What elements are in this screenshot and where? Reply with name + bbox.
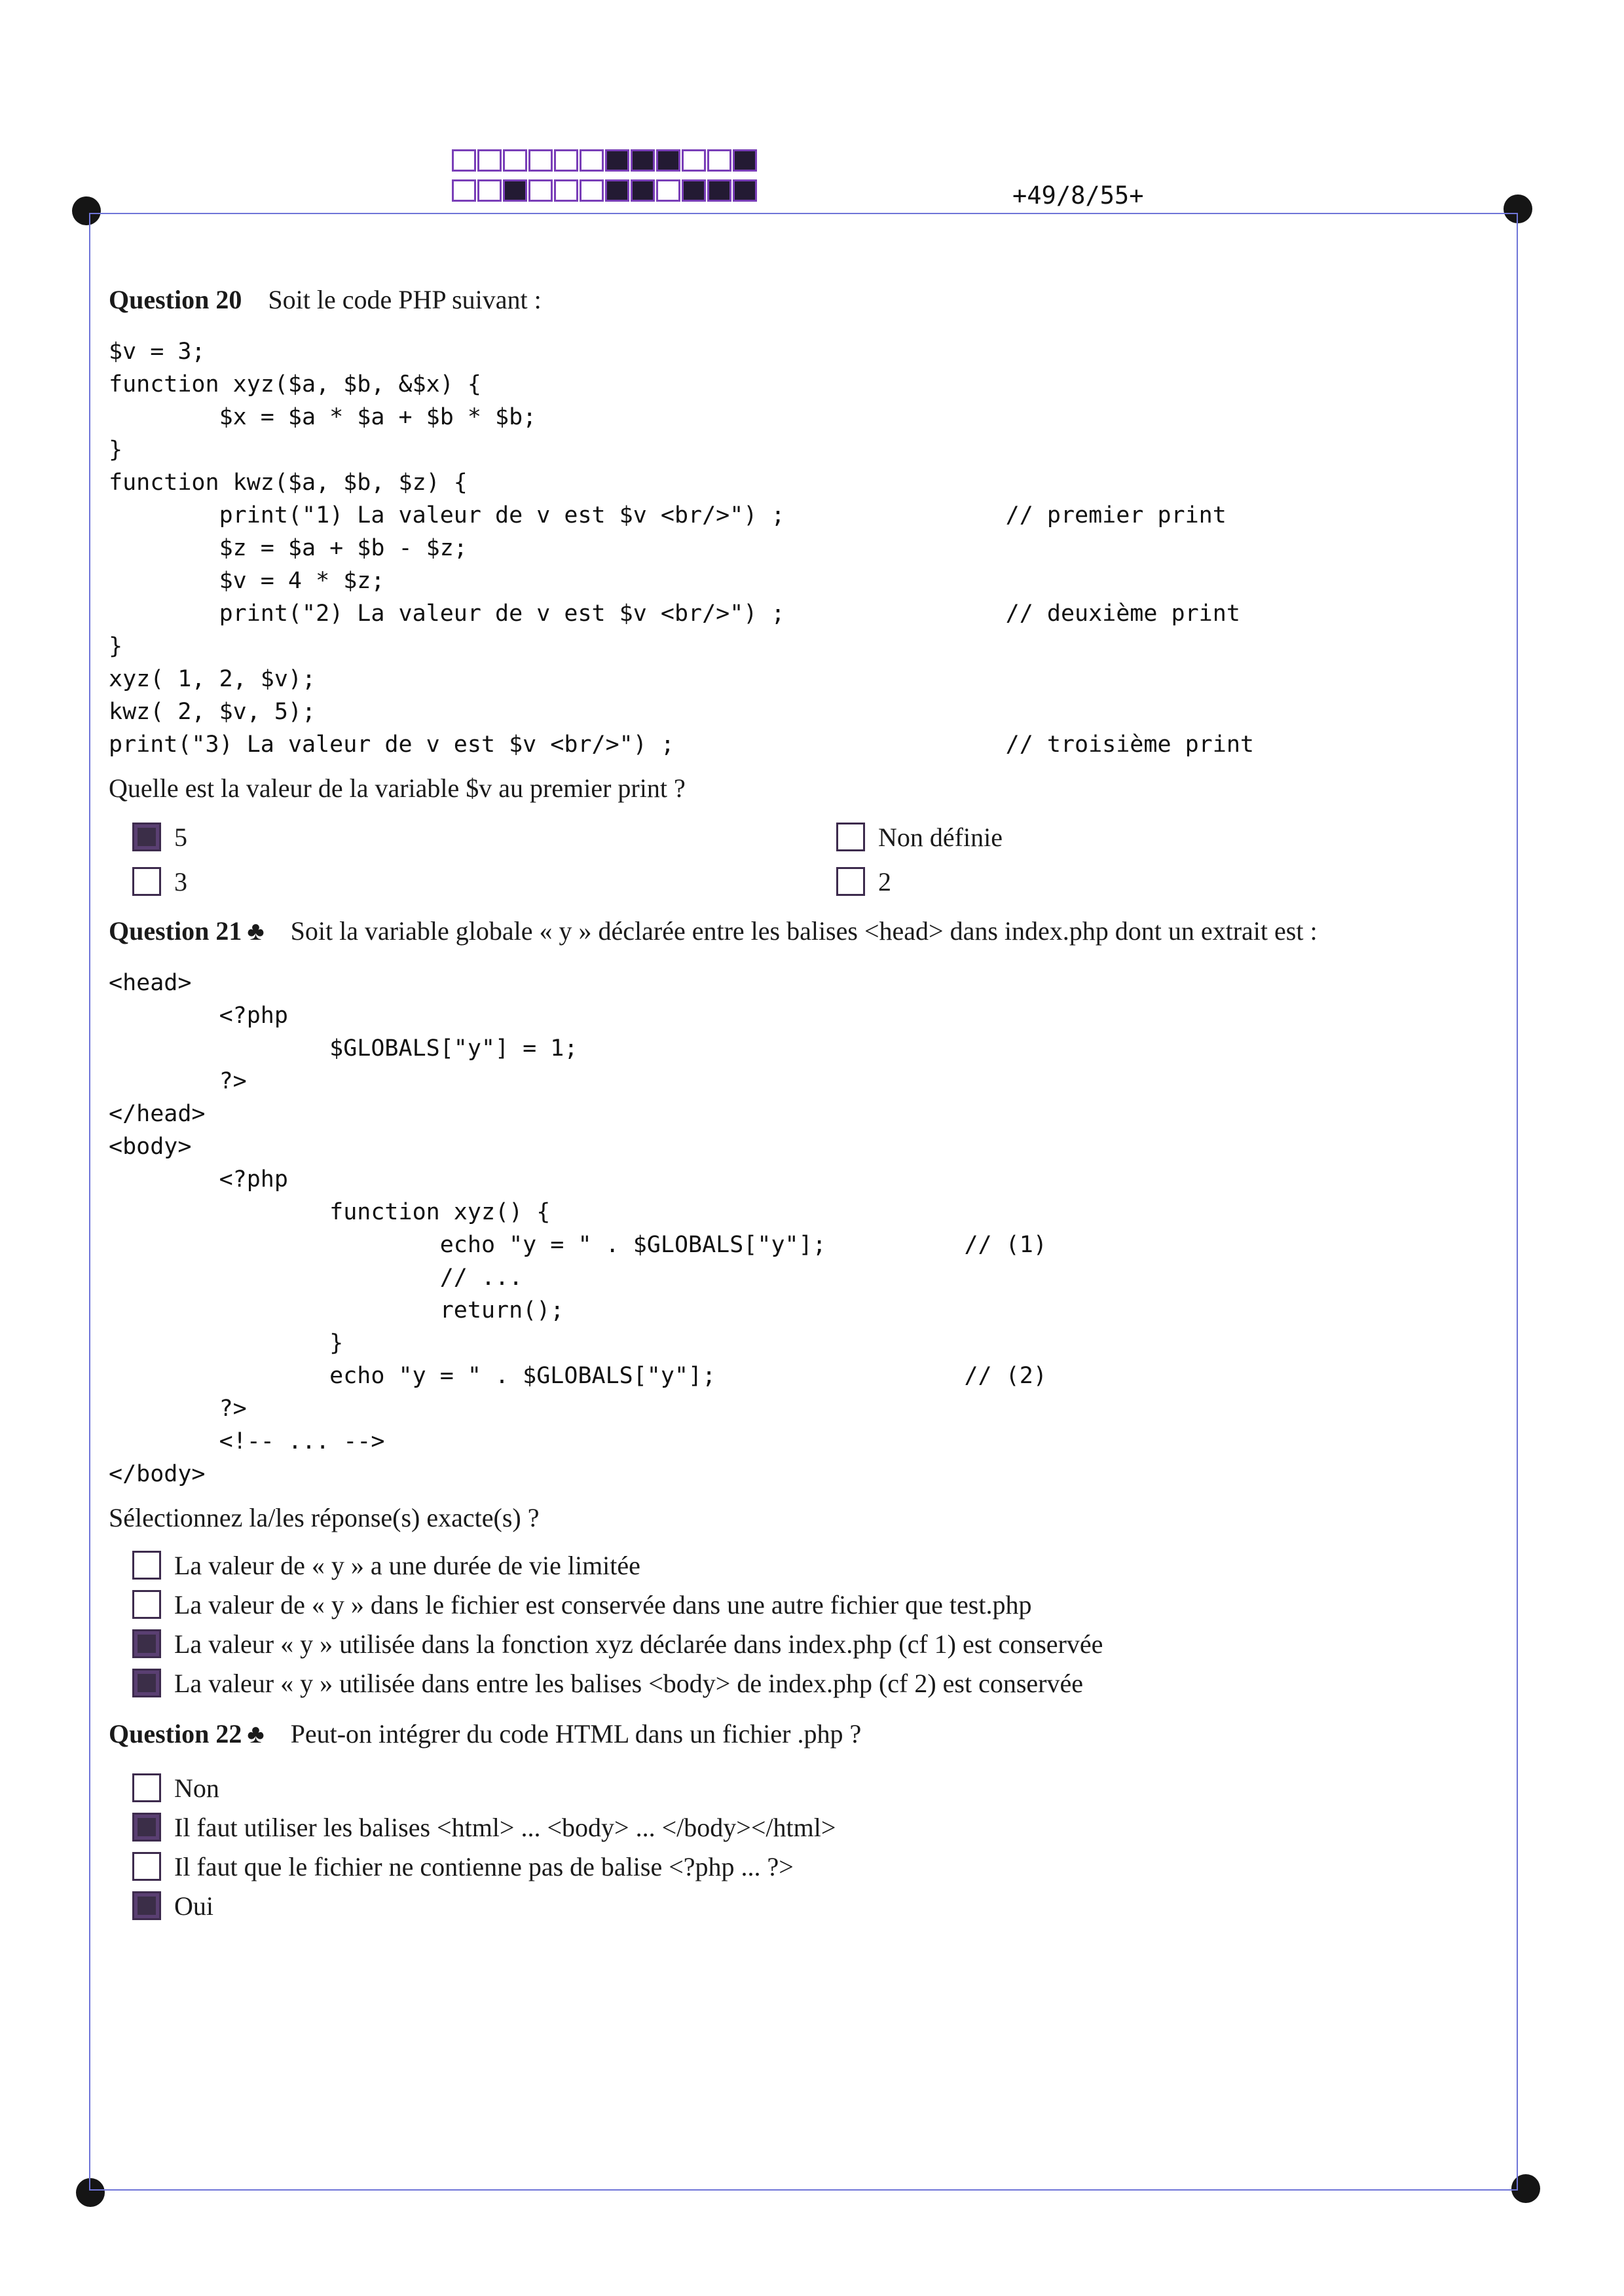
answer-label: La valeur « y » utilisée dans entre les balises <body> de index.php (cf 2) est conservée — [174, 1668, 1084, 1698]
question-label — [109, 916, 265, 946]
answer-label: Il faut que le fichier ne contienne pas de balise <?php ... ?> — [174, 1851, 794, 1881]
answer-label: 5 — [174, 822, 187, 852]
answer-options — [132, 1768, 1484, 1925]
marker-row — [452, 149, 758, 174]
marker-cell — [631, 179, 655, 202]
page-id: +49/8/55+ — [1012, 181, 1144, 210]
marker-cell — [605, 179, 629, 202]
answer-checkbox[interactable] — [132, 1813, 161, 1842]
answer-option[interactable] — [132, 1886, 1484, 1925]
answer-label: La valeur de « y » dans le fichier est conservée dans une autre fichier que test.php — [174, 1589, 1032, 1620]
question-label: Question 20 — [109, 285, 242, 314]
question-number: Question 21 — [109, 916, 242, 946]
question-prompt: Sélectionnez la/les réponse(s) exacte(s) ? — [109, 1503, 540, 1532]
marker-cell — [682, 149, 706, 172]
marker-cell — [656, 149, 680, 172]
answer-label: Oui — [174, 1891, 213, 1921]
answer-option[interactable] — [836, 862, 1491, 901]
code-block: $v = 3; function xyz($a, $b, &$x) { $x = $a * $a + $b * $b; } function kwz($a, $b, $z) { print("1) La valeur de v est $v <br/>") ; // premier print $z = $a + $b - $z; $v = 4 * $z; print("2) La valeur de v est $v <br/>") ; // deuxième print } xyz( 1, 2, $v); kwz( 2, $v, 5); print("3) La valeur de v est $v <br/>") ; // troisième print — [109, 339, 1254, 758]
question-prompt: Quelle est la valeur de la variable $v au premier print ? — [109, 773, 686, 803]
answer-checkbox[interactable] — [132, 867, 161, 896]
answer-checkbox[interactable] — [132, 1891, 161, 1920]
question-label — [109, 1719, 265, 1749]
question-header — [109, 1716, 1484, 1752]
marker-cell — [477, 179, 502, 202]
marker-cell — [477, 149, 502, 172]
answer-label: Non définie — [878, 822, 1003, 852]
answer-label: 2 — [878, 866, 891, 897]
question-number: Question 22 — [109, 1719, 242, 1749]
question-21 — [109, 913, 1484, 1703]
answer-checkbox[interactable] — [836, 867, 865, 896]
question-text: Peut-on intégrer du code HTML dans un fichier .php ? — [290, 1719, 862, 1749]
answer-checkbox[interactable] — [132, 1590, 161, 1619]
marker-cell — [707, 179, 731, 202]
marker-cell — [503, 179, 527, 202]
answer-label: Il faut utiliser les balises <html> ... <body> ... </body></html> — [174, 1812, 836, 1842]
marker-cell — [554, 149, 578, 172]
marker-cell — [580, 179, 604, 202]
answer-option[interactable] — [836, 817, 1491, 857]
answer-label: La valeur de « y » a une durée de vie limitée — [174, 1550, 640, 1580]
marker-cell — [580, 149, 604, 172]
answer-checkbox[interactable] — [836, 823, 865, 851]
answer-checkbox[interactable] — [132, 1773, 161, 1802]
question-20 — [109, 282, 1484, 901]
question-22 — [109, 1716, 1484, 1925]
marker-cell — [631, 149, 655, 172]
question-header — [109, 282, 1484, 318]
code-block: <head> <?php $GLOBALS["y"] = 1; ?> </head> <body> <?php function xyz() { echo "y = " . $GLOBALS["y"]; // (1) // ... return(); } echo "y = " . $GLOBALS["y"]; // (2) ?> <!-- ... --> </body> — [109, 970, 1047, 1487]
marker-cell — [528, 179, 553, 202]
answer-option[interactable] — [132, 817, 836, 857]
answer-option[interactable] — [132, 862, 836, 901]
marker-cell — [452, 149, 476, 172]
answer-option[interactable] — [132, 1807, 1484, 1847]
multiple-answers-club-icon: ♣ — [247, 916, 265, 946]
marker-cell — [707, 149, 731, 172]
page-identification-marker — [452, 149, 758, 210]
answer-option[interactable] — [132, 1624, 1484, 1663]
marker-cell — [656, 179, 680, 202]
question-text: Soit le code PHP suivant : — [268, 285, 542, 314]
answer-checkbox[interactable] — [132, 1852, 161, 1881]
answer-label: La valeur « y » utilisée dans la fonction xyz déclarée dans index.php (cf 1) est conservée — [174, 1629, 1103, 1659]
answer-checkbox[interactable] — [132, 1551, 161, 1580]
answer-option[interactable] — [132, 1847, 1484, 1886]
marker-cell — [682, 179, 706, 202]
marker-cell — [605, 149, 629, 172]
marker-cell — [554, 179, 578, 202]
answer-label: Non — [174, 1773, 219, 1803]
marker-cell — [733, 179, 757, 202]
answer-checkbox[interactable] — [132, 1629, 161, 1658]
answer-option[interactable] — [132, 1663, 1484, 1703]
marker-cell — [528, 149, 553, 172]
answer-checkbox[interactable] — [132, 1669, 161, 1697]
answer-option[interactable] — [132, 1546, 1484, 1585]
answer-options — [132, 1546, 1484, 1703]
answer-option[interactable] — [132, 1585, 1484, 1624]
question-header — [109, 913, 1484, 950]
marker-cell — [452, 179, 476, 202]
marker-cell — [503, 149, 527, 172]
answer-option[interactable] — [132, 1768, 1484, 1807]
exam-content — [109, 282, 1484, 1938]
answer-options — [132, 817, 1484, 901]
marker-row — [452, 179, 758, 204]
answer-checkbox[interactable] — [132, 823, 161, 851]
multiple-answers-club-icon: ♣ — [247, 1719, 265, 1749]
question-text: Soit la variable globale « y » déclarée entre les balises <head> dans index.php dont un extrait est : — [290, 916, 1318, 946]
answer-label: 3 — [174, 866, 187, 897]
marker-cell — [733, 149, 757, 172]
